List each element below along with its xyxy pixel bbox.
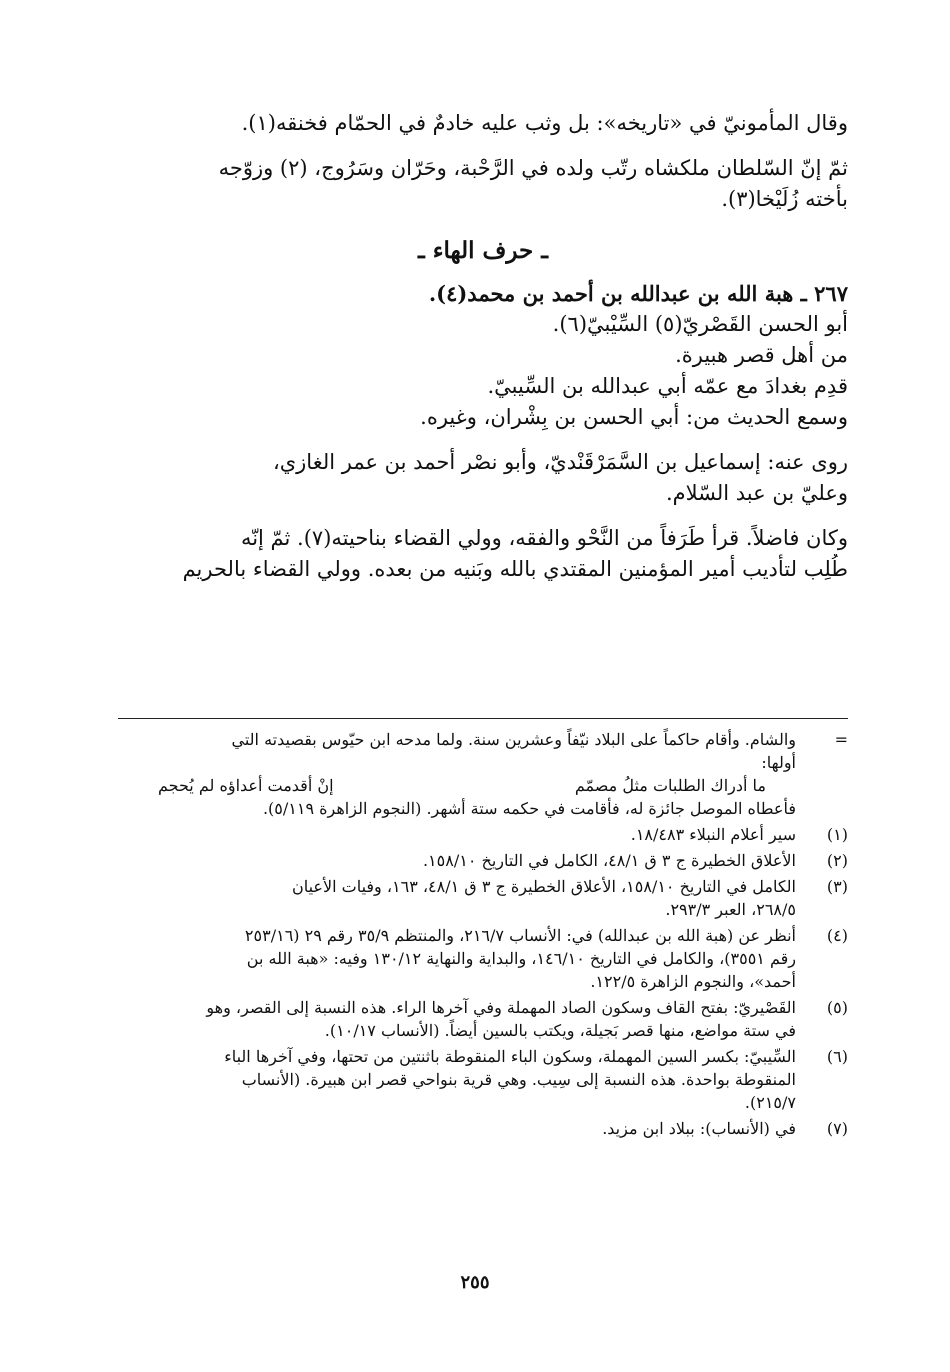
footnote [118, 924, 848, 993]
footnote-line: سير أعلام النبلاء ١٨/٤٨٣. [630, 825, 796, 844]
text-line: ثمّ إنّ السّلطان ملكشاه رتّب ولده في الرَّحْبة، وحَرّان وسَرُوج، (٢) وزوّجه [218, 156, 848, 180]
footnote [118, 996, 848, 1042]
footnote-number: (٦) [826, 1047, 848, 1066]
text-line: أبو الحسن القَصْريّ(٥) السِّيْبيّ(٦). [552, 312, 848, 336]
footnote-line: الأعلاق الخطيرة ج ٣ ق ٤٨/١، الكامل في التاريخ ١٥٨/١٠. [422, 851, 796, 870]
footnote-line: السِّيبيّ: بكسر السين المهملة، وسكون الباء المنقوطة باثنتين من تحتها، وفي آخرها الباء [224, 1047, 796, 1066]
footnote-line: الكامل في التاريخ ١٥٨/١٠، الأعلاق الخطيرة ج ٣ ق ٤٨/١، ١٦٣، وفيات الأعيان [291, 877, 796, 896]
footnote-line: في ستة مواضع، منها قصر بَجيلة، ويكتب بالسين أيضاً. (الأنساب ١٠/١٧). [324, 1021, 796, 1040]
text-line: بأخته زُلَيْخا(٣). [721, 187, 848, 211]
footnote [118, 849, 848, 872]
footnote-line: في (الأنساب): ببلاد ابن مزيد. [602, 1119, 796, 1138]
footnote [118, 823, 848, 846]
text-line: وعليّ بن عبد السّلام. [665, 481, 848, 505]
section-heading: ـ حرف الهاء ـ [417, 237, 549, 264]
footnote [118, 1045, 848, 1114]
footnote-divider [118, 718, 848, 719]
footnote-line: ٢١٥/٧). [744, 1093, 796, 1112]
text-line: وسمع الحديث من: أبي الحسن بن بِشْران، وغيره. [420, 405, 848, 429]
main-text [118, 108, 848, 585]
footnote-line: أولها: [761, 753, 796, 772]
footnote-line: رقم ٣٥٥١)، والكامل في التاريخ ١٤٦/١٠، والبداية والنهاية ١٣٠/١٢ وفيه: «هبة الله بن [246, 949, 796, 968]
footnote-line: ٢٦٨/٥، العبر ٢٩٣/٣. [665, 900, 796, 919]
text-line: من أهل قصر هبيرة. [675, 343, 848, 367]
text-line: طُلِب لتأديب أمير المؤمنين المقتدي بالله وبَنيه من بعده. وولي القضاء بالحريم [182, 557, 848, 581]
verse-hemistich: إنْ أقدمت أعداؤه لم يُحجم [158, 776, 334, 795]
footnote-number: (١) [826, 825, 848, 844]
entry-title: ٢٦٧ ـ هبة الله بن عبدالله بن أحمد بن محمد(٤). [428, 281, 848, 306]
footnote-number: (٣) [826, 877, 848, 896]
continuation-marker: = [834, 730, 848, 749]
footnote [118, 875, 848, 921]
poem-verse [118, 774, 796, 797]
page-number: ٢٥٥ [460, 1272, 490, 1293]
footnote-number: (٧) [826, 1119, 848, 1138]
footnote-number: (٢) [826, 851, 848, 870]
footnote-number: (٥) [826, 998, 848, 1017]
footnote-line: أنظر عن (هبة الله بن عبدالله) في: الأنساب ٢١٦/٧، والمنتظم ٣٥/٩ رقم ٢٩ (٢٥٣/١٦ [244, 926, 796, 945]
verse-hemistich: ما أدراك الطلبات مثلُ مصمّم [574, 776, 766, 795]
footnote-line: المنقوطة بواحدة. هذه النسبة إلى سِيب. وهي قرية بنواحي قصر ابن هبيرة. (الأنساب [241, 1070, 796, 1089]
text-line: وكان فاضلاً. قرأ طَرَفاً من النَّحْو والفقه، وولي القضاء بناحيته(٧). ثمّ إنّه [240, 526, 848, 550]
text-line: قدِم بغدادَ مع عمّه أبي عبدالله بن السِّيبيّ. [487, 374, 848, 398]
footnote-line: والشام. وأقام حاكماً على البلاد نيّفاً وعشرين سنة. ولما مدحه ابن حيّوس بقصيدته التي [231, 730, 796, 749]
text-line: وقال المأمونيّ في «تاريخه»: بل وثب عليه خادمٌ في الحمّام فخنقه(١). [241, 111, 848, 135]
footnote-line: القَصْيريّ: بفتح القاف وسكون الصاد المهملة وفي آخرها الراء. هذه النسبة إلى القصر، وهو [206, 998, 796, 1017]
footnote-number: (٤) [826, 926, 848, 945]
footnote-continuation [118, 728, 848, 820]
footnote-line: أحمد»، والنجوم الزاهرة ١٢٢/٥. [590, 972, 796, 991]
footnotes [118, 728, 848, 1143]
text-line: روى عنه: إسماعيل بن السَّمَرْقَنْديّ، وأبو نصْر أحمد بن عمر الغازي، [272, 450, 848, 474]
footnote-line: فأعطاه الموصل جائزة له، فأقامت في حكمه ستة أشهر. (النجوم الزاهرة ٥/١١٩). [262, 799, 796, 818]
footnote [118, 1117, 848, 1140]
